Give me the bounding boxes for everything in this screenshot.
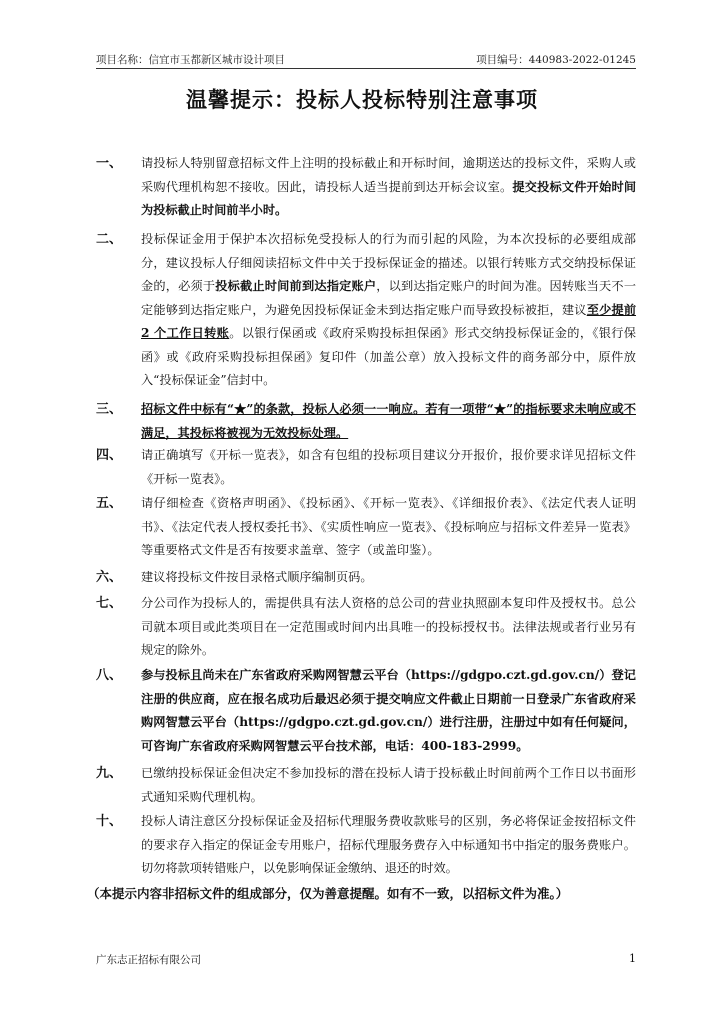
item-number: 七、	[96, 596, 123, 611]
project-number: 项目编号：440983-2022-01245	[476, 54, 636, 66]
item-text: 请投标人特别留意招标文件上注明的投标截止和开标时间，逾期送达的投标文件，采购人或采购代理机构恕不接收。因此，请投标人适当提前到达开标会议室。提交投标文件开始时间为投标截止时间前半小时。	[141, 156, 637, 217]
item-text: 请正确填写《开标一览表》，如含有包组的投标项目建议分开报价，报价要求详见招标文件《开标一览表》。	[141, 448, 636, 486]
item-emphasis-underlined: 至少提前 2 个工作日转账	[141, 302, 637, 340]
item-number: 四、	[96, 448, 123, 463]
item-emphasis: 提交投标文件开始时间为投标截止时间前半小时。	[141, 179, 637, 217]
item-text: 请仔细检查《资格声明函》、《投标函》、《开标一览表》、《详细报价表》、《法定代表人证明书》、《法定代表人授权委托书》、《实质性响应一览表》、《投标响应与招标文件差异一览表》等重要格式文件是否有按要求盖章、签字（或盖印鉴）。	[141, 496, 636, 557]
item-number: 十、	[96, 814, 123, 829]
disclaimer-note: （本提示内容非招标文件的组成部分，仅为善意提醒。如有不一致，以招标文件为准。）	[87, 886, 569, 901]
item-text: 建议将投标文件按目录格式顺序编制页码。	[141, 570, 373, 584]
page-header	[96, 50, 636, 69]
page-footer	[96, 952, 636, 968]
item-text: 投标保证金用于保护本次招标免受投标人的行为而引起的风险，为本次投标的必要组成部分，建议投标人仔细阅读招标文件中关于投标保证金的描述。以银行转账方式交纳投标保证金的，必须于投标截止时间前到达指定账户，以到达指定账户的时间为准。因转账当天不一定能够到达指定账户，为避免因投标保证金未到达指定账户而导致投标被拒，建议至少提前 2 个工作日转账。以银行保函或《政府采购投标担保函》形式交纳投标保证金的，《银行保函》或《政府采购投标担保函》复印件（加盖公章）放入投标文件的商务部分中，原件放入“投标保证金”信封中。	[141, 232, 637, 387]
item-number: 六、	[96, 570, 123, 585]
item-number: 三、	[96, 402, 123, 417]
item-number: 一、	[96, 156, 123, 171]
item-text: 已缴纳投标保证金但决定不参加投标的潜在投标人请于投标截止时间前两个工作日以书面形式通知采购代理机构。	[141, 766, 636, 804]
project-name: 项目名称：信宜市玉都新区城市设计项目	[96, 54, 285, 66]
item-number: 九、	[96, 766, 123, 781]
item-text: 参与投标且尚未在广东省政府采购网智慧云平台（https://gdgpo.czt.gd.gov.cn/）登记注册的供应商，应在报名成功后最迟必须于提交响应文件截止日期前一日登录广东省政府采购网智慧云平台（https://gdgpo.czt.gd.gov.cn/）进行注册，注册过中如有任何疑问，可咨询广东省政府采购网智慧云平台技术部，电话：400-183-2999。	[141, 668, 636, 753]
page-number: 1	[629, 952, 636, 965]
page-title: 温馨提示：投标人投标特别注意事项	[186, 87, 538, 112]
item-number: 五、	[96, 496, 123, 511]
item-emphasis: 投标截止时间前到达指定账户	[215, 279, 377, 293]
item-number: 二、	[96, 232, 123, 247]
company-name: 广东志正招标有限公司	[96, 954, 201, 966]
item-text: 招标文件中标有“★”的条款，投标人必须一一响应。若有一项带“★”的指标要求未响应或不满足，其投标将被视为无效投标处理。	[141, 402, 636, 440]
item-number: 八、	[96, 668, 123, 683]
item-text: 分公司作为投标人的，需提供具有法人资格的总公司的营业执照副本复印件及授权书。总公司就本项目或此类项目在一定范围或时间内出具唯一的投标授权书。法律法规或者行业另有规定的除外。	[141, 596, 636, 657]
item-text: 投标人请注意区分投标保证金及招标代理服务费收款账号的区别，务必将保证金按招标文件的要求存入指定的保证金专用账户，招标代理服务费存入中标通知书中指定的服务费账户。切勿将款项转错账户，以免影响保证金缴纳、退还的时效。	[141, 814, 636, 875]
